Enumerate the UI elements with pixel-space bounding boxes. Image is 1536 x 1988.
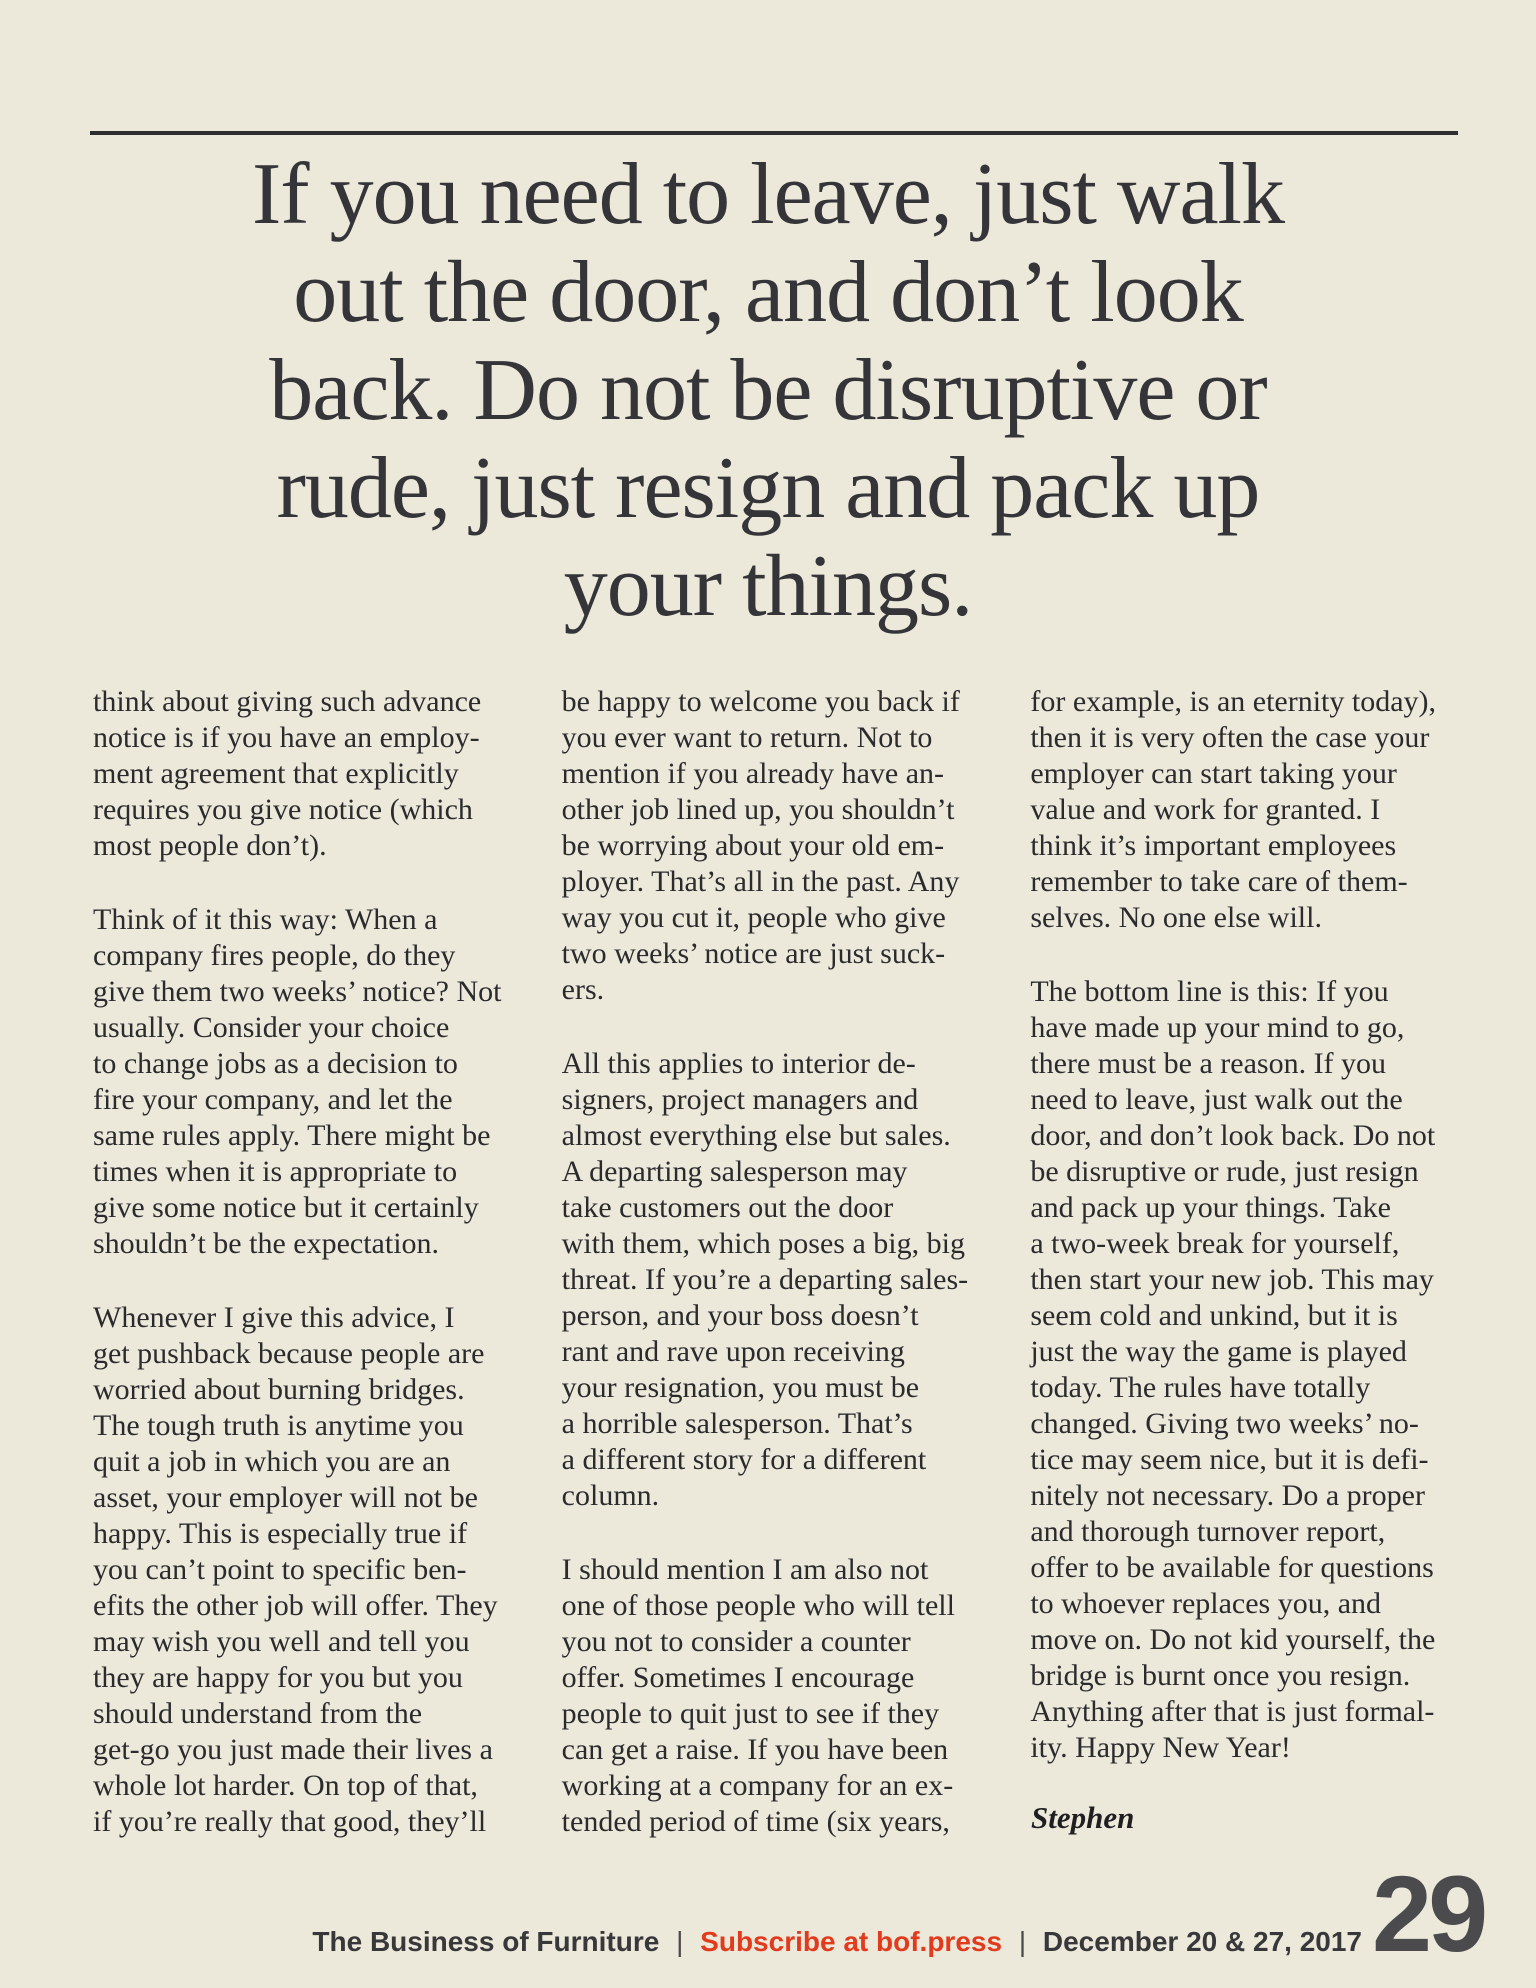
text-line: times when it is appropriate to [93,1155,458,1188]
text-line: other job lined up, you shouldn’t [561,793,955,826]
text-line: changed. Giving two weeks’ no- [1030,1407,1419,1440]
text-line: bridge is burnt once you resign. [1030,1659,1411,1692]
text-line: two weeks’ notice are just suck- [561,937,946,970]
text-line: asset, your employer will not be [93,1481,478,1514]
paragraph [93,1300,536,1840]
text-line: should understand from the [93,1697,423,1730]
text-line: quit a job in which you are an [93,1445,451,1478]
text-line: seem cold and unkind, but it is [1030,1299,1398,1332]
text-line: working at a company for an ex- [561,1769,954,1802]
text-line: then it is very often the case your [1030,721,1430,754]
text-line: people to quit just to see if they [561,1697,940,1730]
text-line: give some notice but it certainly [93,1191,479,1224]
text-line: The bottom line is this: If you [1030,975,1389,1008]
paragraph [562,1552,1005,1840]
article-column-1 [93,684,536,1878]
text-line: same rules apply. There might be [93,1119,491,1152]
text-line: threat. If you’re a departing sales- [561,1263,969,1296]
text-line: rant and rave upon receiving [561,1335,905,1368]
text-line: today. The rules have totally [1030,1371,1371,1404]
text-line: you not to consider a counter [561,1625,911,1658]
text-line: ers. [561,973,605,1006]
text-line: move on. Do not kid yourself, the [1030,1623,1436,1656]
text-line: one of those people who will tell [561,1589,955,1622]
text-line: and pack up your things. Take [1030,1191,1391,1224]
page-number: 29 [1372,1853,1485,1974]
text-line: may wish you well and tell you [93,1625,470,1658]
text-line: you ever want to return. Not to [561,721,933,754]
text-line: notice is if you have an employ- [93,721,480,754]
text-line: a two-week break for yourself, [1030,1227,1400,1260]
author-signature: Stephen [1031,1800,1135,1835]
text-line: you can’t point to specific ben- [93,1553,467,1586]
footer-publication: The Business of Furniture [312,1926,660,1957]
footer-subscribe-link[interactable]: Subscribe at bof.press [700,1926,1003,1957]
paragraph [562,1046,1005,1514]
text-line: be disruptive or rude, just resign [1030,1155,1419,1188]
text-line: just the way the game is played [1030,1335,1407,1368]
text-line: tended period of time (six years, [561,1805,950,1838]
paragraph [93,684,536,864]
headline-line: out the door, and don’t look [293,244,1243,341]
pull-quote-headline [88,146,1448,636]
text-line: your resignation, you must be [561,1371,920,1404]
text-line: Whenever I give this advice, I [93,1301,455,1334]
text-line: door, and don’t look back. Do not [1030,1119,1436,1152]
footer [312,1926,1362,1958]
headline-line: your things. [563,538,973,635]
text-line: ment agreement that explicitly [93,757,459,790]
text-line: way you cut it, people who give [561,901,946,934]
text-line: column. [561,1479,660,1512]
text-line: Anything after that is just formal- [1030,1695,1435,1728]
text-line: offer. Sometimes I encourage [561,1661,915,1694]
text-line: get-go you just made their lives a [93,1733,493,1766]
article-column-2 [562,684,1005,1878]
text-line: The tough truth is anytime you [93,1409,464,1442]
footer-date: December 20 & 27, 2017 [1042,1926,1362,1957]
text-line: with them, which poses a big, big [561,1227,965,1260]
text-line: mention if you already have an- [561,757,945,790]
text-line: be happy to welcome you back if [561,685,960,718]
text-line: there must be a reason. If you [1030,1047,1387,1080]
text-line: A departing salesperson may [561,1155,908,1188]
text-line: then start your new job. This may [1030,1263,1434,1296]
headline-line: back. Do not be disruptive or [269,342,1267,439]
footer-separator: | [1018,1926,1027,1957]
text-line: fire your company, and let the [93,1083,453,1116]
text-line: think about giving such advance [93,685,482,718]
text-line: get pushback because people are [93,1337,485,1370]
text-line: ity. Happy New Year! [1030,1731,1291,1764]
headline-line: If you need to leave, just walk [251,146,1284,243]
text-line: think it’s important employees [1030,829,1397,862]
text-line: most people don’t). [93,829,327,862]
text-line: requires you give notice (which [93,793,473,826]
text-line: they are happy for you but you [93,1661,463,1694]
text-line: for example, is an eternity today), [1030,685,1437,718]
text-line: whole lot harder. On top of that, [93,1769,478,1802]
text-line: All this applies to interior de- [561,1047,916,1080]
text-line: tice may seem nice, but it is defi- [1030,1443,1429,1476]
text-line: be worrying about your old em- [561,829,945,862]
text-line: take customers out the door [561,1191,894,1224]
text-line: nitely not necessary. Do a proper [1030,1479,1425,1512]
text-line: happy. This is especially true if [93,1517,468,1550]
text-line: can get a raise. If you have been [561,1733,949,1766]
text-line: a horrible salesperson. That’s [561,1407,913,1440]
text-line: usually. Consider your choice [93,1011,450,1044]
article-column-3 [1030,684,1473,1878]
footer-separator: | [676,1926,684,1957]
text-line: a different story for a different [561,1443,927,1476]
text-line: ployer. That’s all in the past. Any [561,865,960,898]
text-line: and thorough turnover report, [1030,1515,1386,1548]
text-line: need to leave, just walk out the [1030,1083,1403,1116]
text-line: give them two weeks’ notice? Not [93,975,502,1008]
text-line: employer can start taking your [1030,757,1397,790]
headline-line: rude, just resign and pack up [276,440,1260,537]
paragraph [1030,684,1473,936]
text-line: almost everything else but sales. [561,1119,951,1152]
text-line: have made up your mind to go, [1030,1011,1405,1044]
text-line: selves. No one else will. [1030,901,1322,934]
article-body [93,684,1473,1878]
text-line: worried about burning bridges. [93,1373,465,1406]
text-line: value and work for granted. I [1030,793,1381,826]
text-line: if you’re really that good, they’ll [93,1805,487,1838]
text-line: offer to be available for questions [1030,1551,1434,1584]
text-line: I should mention I am also not [561,1553,929,1586]
text-line: to change jobs as a decision to [93,1047,458,1080]
paragraph [93,902,536,1262]
paragraph [562,684,1005,1008]
text-line: shouldn’t be the expectation. [93,1227,440,1260]
text-line: signers, project managers and [561,1083,919,1116]
text-line: person, and your boss doesn’t [561,1299,919,1332]
headline-top-rule [90,131,1458,135]
text-line: remember to take care of them- [1030,865,1408,898]
text-line: company fires people, do they [93,939,456,972]
paragraph [1030,974,1473,1766]
text-line: Think of it this way: When a [93,903,438,936]
text-line: to whoever replaces you, and [1030,1587,1382,1620]
text-line: efits the other job will offer. They [93,1589,498,1622]
